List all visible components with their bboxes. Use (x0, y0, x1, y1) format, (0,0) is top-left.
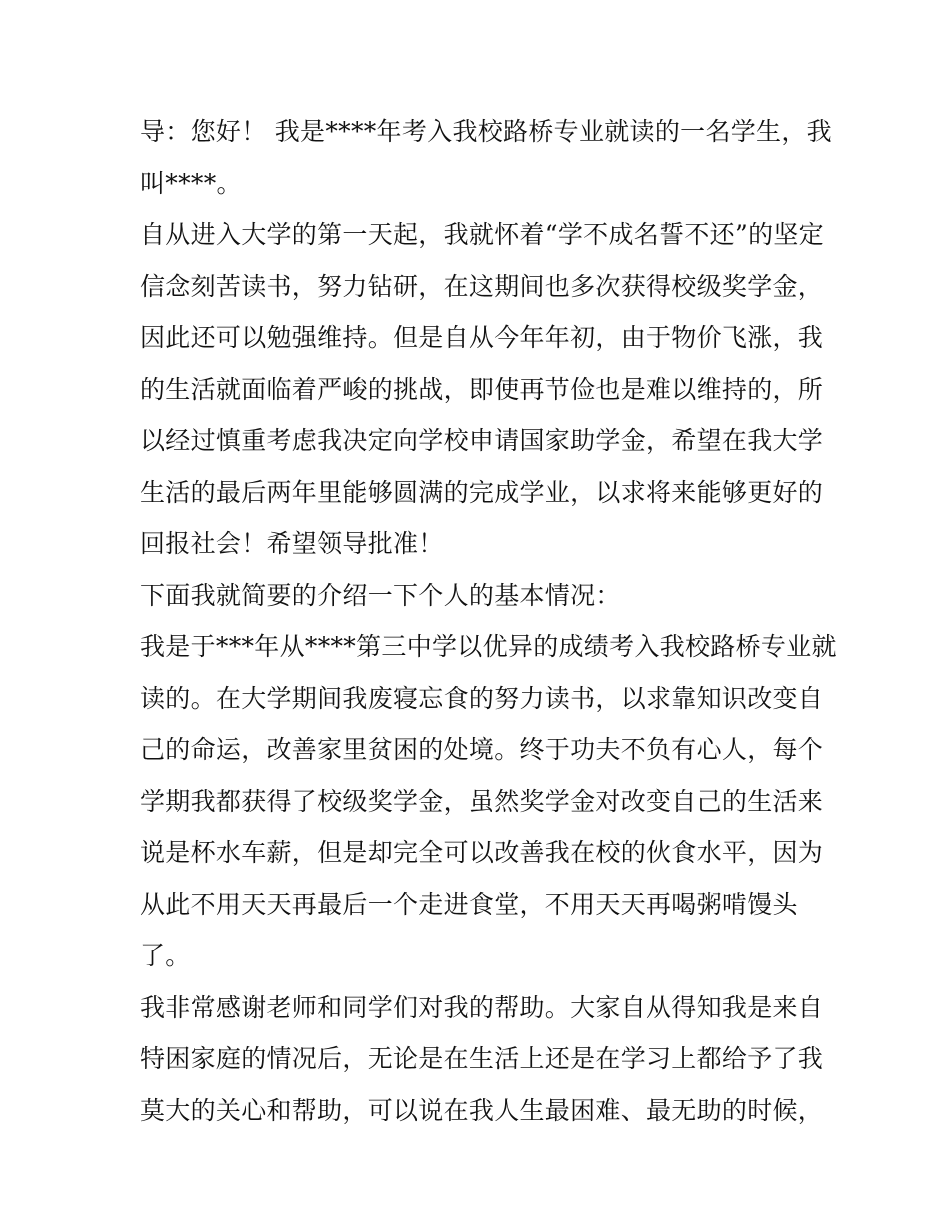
text-line: 了。 (140, 941, 191, 970)
paragraph-background (140, 209, 824, 570)
text-line: 叫****。 (140, 168, 242, 198)
text-line: 以经过慎重考虑我决定向学校申请国家助学金，希望在我大学 (140, 426, 824, 455)
text-line: 特困家庭的情况后，无论是在生活上还是在学习上都给予了我 (140, 1044, 824, 1073)
text-line: 学期我都获得了校级奖学金，虽然奖学金对改变自己的生活来 (140, 786, 824, 816)
paragraph-gratitude (140, 982, 824, 1137)
text-line: 生活的最后两年里能够圆满的完成学业，以求将来能够更好的 (140, 477, 824, 507)
text-line: 说是杯水车薪，但是却完全可以改善我在校的伙食水平，因为 (140, 838, 824, 867)
text-line: 己的命运，改善家里贫困的处境。终于功夫不负有心人，每个 (140, 735, 824, 764)
paragraph-intro-heading (140, 570, 815, 622)
text-line: 自从进入大学的第一天起，我就怀着“学不成名誓不还”的坚定 (140, 220, 824, 249)
text-line: 我是于***年从****第三中学以优异的成绩考入我校路桥专业就 (140, 632, 837, 661)
text-line: 从此不用天天再最后一个走进食堂，不用天天再喝粥啃馒头 (140, 889, 798, 919)
text-line: 下面我就简要的介绍一下个人的基本情况： (140, 580, 621, 610)
text-line: 莫大的关心和帮助，可以说在我人生最困难、最无助的时候， (140, 1095, 824, 1125)
text-line: 因此还可以勉强维持。但是自从今年年初，由于物价飞涨，我 (140, 323, 824, 352)
text-line: 回报社会！希望领导批准！ (140, 529, 444, 558)
paragraph-greeting (140, 106, 832, 209)
text-line: 读的。在大学期间我废寝忘食的努力读书，以求靠知识改变自 (140, 683, 824, 713)
paragraph-personal-situation (140, 621, 837, 982)
text-line: 信念刻苦读书，努力钻研，在这期间也多次获得校级奖学金， (140, 271, 824, 301)
text-line: 导：您好！ 我是****年考入我校路桥专业就读的一名学生，我 (140, 117, 832, 146)
document-body (140, 106, 837, 1136)
text-line: 我非常感谢老师和同学们对我的帮助。大家自从得知我是来自 (140, 992, 824, 1022)
text-line: 的生活就面临着严峻的挑战，即使再节俭也是难以维持的，所 (140, 374, 824, 404)
